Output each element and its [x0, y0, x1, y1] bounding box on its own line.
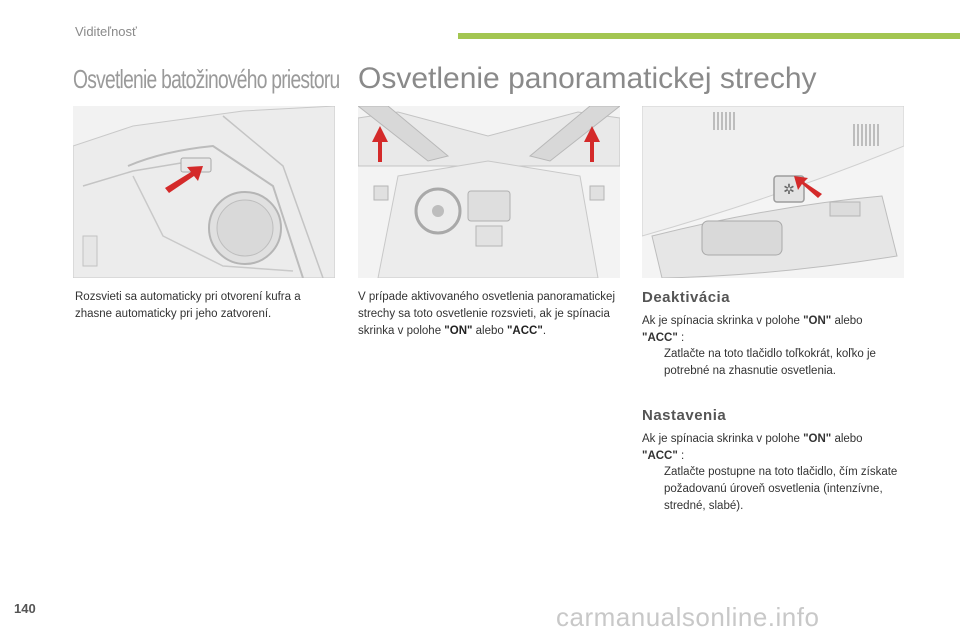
settings-step: Zatlačte postupne na toto tlačidlo, čím získate požadovanú úroveň osvetlenia (intenzívne, stredné, slabé).: [664, 466, 898, 512]
svg-text:✲: ✲: [783, 182, 795, 198]
roof-description: V prípade aktivovaného osvetlenia panoramatickej strechy sa toto osvetlenie rozsvieti, ak je spínacia skrinka v polohe "ON" alebo "ACC".: [358, 291, 615, 337]
heading-deactivation: Deaktivácia: [642, 289, 731, 306]
roof-light-switch-illustration: [642, 106, 904, 278]
deactivation-intro: Ak je spínacia skrinka v polohe "ON" alebo "ACC" :: [642, 315, 863, 344]
title-panoramic-roof-lighting: Osvetlenie panoramatickej strechy: [358, 62, 817, 95]
section-label: Viditeľnosť: [75, 24, 137, 39]
watermark: carmanualsonline.info: [556, 602, 820, 632]
cabin-illustration: [358, 106, 620, 278]
section-accent-bar: [458, 33, 960, 39]
trunk-illustration: [73, 106, 335, 278]
deactivation-step: Zatlačte na toto tlačidlo toľkokrát, koľko je potrebné na zhasnutie osvetlenia.: [664, 348, 876, 377]
heading-settings: Nastavenia: [642, 407, 727, 424]
settings-intro: Ak je spínacia skrinka v polohe "ON" alebo "ACC" :: [642, 433, 863, 462]
page-number: 140: [14, 601, 36, 616]
trunk-description: Rozsvieti sa automaticky pri otvorení kufra a zhasne automaticky pri jeho zatvorení.: [75, 291, 301, 320]
title-trunk-lighting: Osvetlenie batožinového priestoru: [73, 64, 340, 94]
